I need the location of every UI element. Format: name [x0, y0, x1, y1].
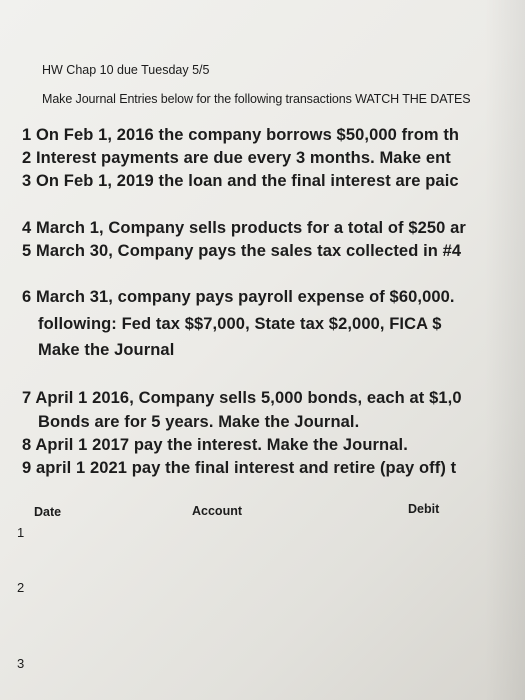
- transaction-text: March 30, Company pays the sales tax collected in #4: [35, 242, 462, 260]
- transaction-number: 9: [22, 459, 32, 477]
- transaction-number: 2: [22, 149, 32, 167]
- transaction-6-continuation-2: Make the Journal: [38, 341, 175, 359]
- transaction-item-3: [22, 172, 459, 191]
- transaction-text: On Feb 1, 2019 the loan and the final interest are paic: [35, 172, 459, 190]
- transaction-item-1: [22, 126, 459, 145]
- transaction-number: 6: [22, 288, 32, 306]
- transaction-text: On Feb 1, 2016 the company borrows $50,000 from th: [35, 126, 460, 144]
- assignment-title: HW Chap 10 due Tuesday 5/5: [42, 63, 210, 77]
- transaction-number: 1: [22, 126, 32, 144]
- transaction-number: 5: [22, 242, 32, 260]
- page-edge-shadow: [485, 0, 525, 700]
- transaction-number: 4: [22, 219, 32, 237]
- column-header-date: Date: [34, 505, 62, 519]
- transaction-item-2: [22, 149, 451, 168]
- transaction-item-6: [22, 288, 455, 307]
- transaction-7-continuation: Bonds are for 5 years. Make the Journal.: [38, 413, 360, 431]
- transaction-item-9: [22, 459, 456, 478]
- transaction-text: April 1 2017 pay the interest. Make the Journal.: [35, 436, 408, 454]
- transaction-item-4: [22, 219, 466, 238]
- instruction-text: Make Journal Entries below for the following transactions WATCH THE DATES: [42, 92, 471, 106]
- journal-row-number: 1: [17, 525, 25, 540]
- transaction-number: 3: [22, 172, 32, 190]
- transaction-number: 8: [22, 436, 32, 454]
- transaction-text: March 31, company pays payroll expense of $60,000.: [35, 288, 455, 306]
- transaction-number: 7: [22, 389, 32, 407]
- column-header-debit: Debit: [408, 502, 440, 516]
- transaction-text: Interest payments are due every 3 months. Make ent: [35, 149, 451, 167]
- journal-row-number: 3: [17, 656, 25, 671]
- journal-row-number: 2: [17, 580, 25, 595]
- transaction-item-8: [22, 436, 408, 455]
- transaction-item-7: [22, 389, 462, 408]
- transaction-6-continuation-1: following: Fed tax $$7,000, State tax $2,000, FICA $: [38, 315, 442, 333]
- column-header-account: Account: [192, 504, 242, 518]
- transaction-text: April 1 2016, Company sells 5,000 bonds, each at $1,0: [35, 389, 462, 407]
- transaction-item-5: [22, 242, 461, 261]
- transaction-text: March 1, Company sells products for a total of $250 ar: [35, 219, 466, 237]
- transaction-text: april 1 2021 pay the final interest and retire (pay off) t: [35, 459, 457, 477]
